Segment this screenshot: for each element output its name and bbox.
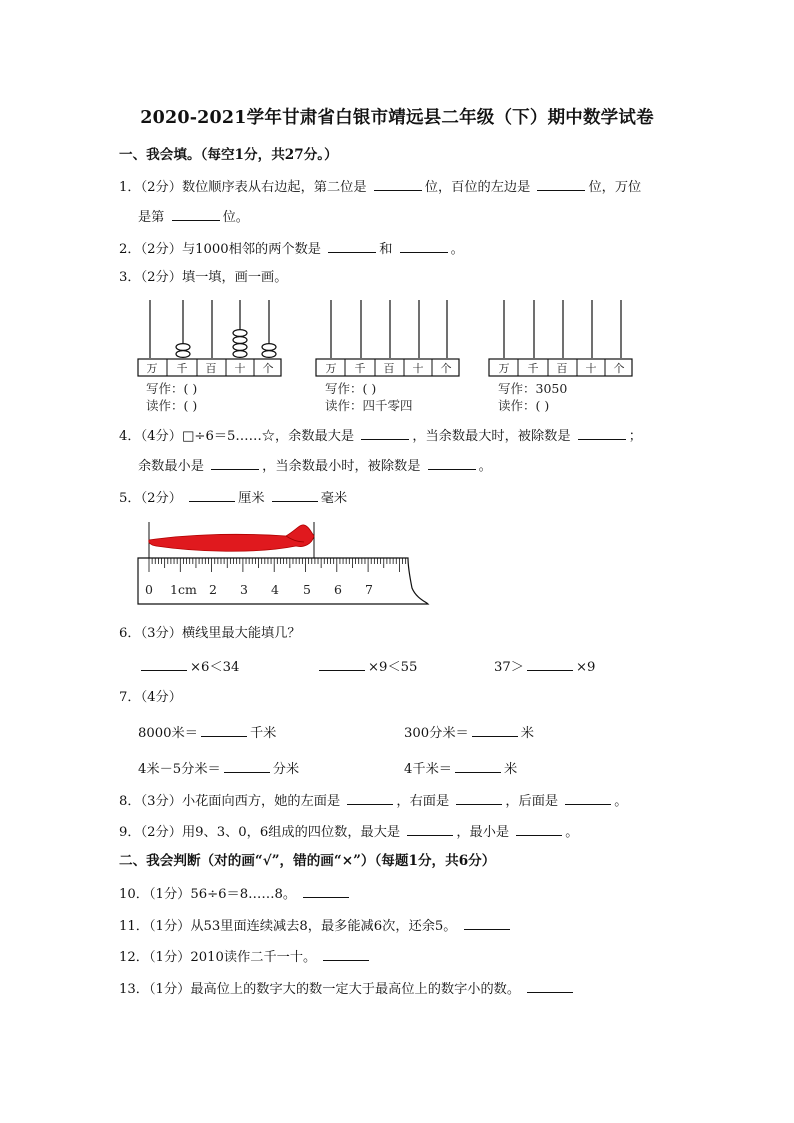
question-score: （3分） [140, 794, 182, 809]
question-text: 。 [565, 825, 579, 840]
answer-blank[interactable] [407, 823, 453, 836]
write-label: 写作：( ) [146, 381, 198, 396]
question-score: （2分） [140, 270, 182, 285]
question-number: 5． [119, 491, 141, 506]
q6-expression-1 [138, 658, 239, 676]
question-9 [119, 823, 578, 841]
question-text: 56÷6＝8……8。 [190, 887, 297, 902]
question-number: 12． [119, 950, 149, 965]
question-text: ，当余数最小时，被除数是 [262, 459, 421, 474]
q7-conversion-2 [404, 724, 534, 742]
expression-text: ×6＜34 [190, 660, 240, 675]
read-label: 读作：四千零四 [325, 398, 413, 413]
unit-label: 厘米 [238, 491, 265, 506]
abacus-a [138, 300, 281, 413]
question-2 [119, 240, 464, 258]
unit-label: 米 [520, 726, 534, 741]
unit-label: 分米 [272, 762, 300, 777]
ruler-label: 3 [240, 582, 248, 597]
page-title: 2020-2021学年甘肃省白银市靖远县二年级（下）期中数学试卷 [140, 108, 654, 128]
place-label: 个 [440, 362, 452, 375]
section-heading-fill: 一、我会填。（每空1分，共27分。） [119, 147, 338, 163]
question-6 [119, 626, 301, 642]
question-4-continued [138, 457, 492, 475]
question-score: （4分） [140, 690, 182, 705]
question-text: ，最小是 [456, 825, 510, 840]
question-text: 余数最小是 [138, 459, 204, 474]
question-text: 从53里面连续减去8，最多能减6次，还余5。 [190, 919, 457, 934]
question-score: （4分） [140, 429, 182, 444]
question-score: （2分） [140, 491, 182, 506]
question-text: 用9、3、0，6组成的四位数，最大是 [181, 825, 401, 840]
question-text: 与1000相邻的两个数是 [181, 242, 321, 257]
question-score: （1分） [148, 950, 191, 965]
question-text: 。 [478, 459, 492, 474]
question-number: 3． [119, 270, 141, 285]
question-number: 11． [119, 919, 149, 934]
question-1-continued [138, 208, 249, 226]
answer-blank[interactable] [328, 240, 376, 253]
answer-blank[interactable] [303, 885, 349, 898]
question-10 [119, 885, 352, 903]
place-label: 十 [234, 362, 246, 375]
question-text: 。 [614, 794, 628, 809]
question-3 [119, 270, 287, 286]
question-number: 13． [119, 982, 149, 997]
place-label: 万 [498, 362, 510, 375]
question-7 [119, 690, 182, 706]
question-number: 1． [119, 180, 141, 195]
question-text: ，当余数最大时，被除数是 [412, 429, 571, 444]
place-label: 十 [585, 362, 597, 375]
answer-blank[interactable] [141, 658, 187, 671]
answer-blank[interactable] [400, 240, 448, 253]
read-label: 读作：( ) [498, 398, 550, 413]
unit-label: 米 [503, 762, 518, 777]
place-label: 个 [262, 362, 274, 375]
question-number: 6． [119, 626, 141, 641]
abacus-b [316, 300, 459, 413]
answer-blank[interactable] [464, 917, 510, 930]
question-text: 位，百位的左边是 [424, 180, 531, 195]
answer-blank[interactable] [455, 760, 501, 773]
ruler-label: 0 [145, 582, 153, 597]
question-number: 10． [119, 887, 149, 902]
answer-blank[interactable] [527, 980, 573, 993]
abacus-bead [262, 351, 276, 358]
abacus-bead [233, 351, 247, 358]
ruler-figure [136, 518, 432, 608]
answer-blank[interactable] [537, 178, 585, 191]
answer-blank[interactable] [428, 457, 476, 470]
abacus-bead [233, 330, 247, 337]
question-text: 是第 [138, 210, 165, 225]
ruler-label: 1cm [170, 582, 197, 597]
question-text: 填一填，画一画。 [181, 270, 288, 285]
unit-label: 毫米 [320, 491, 348, 506]
q6-expression-3 [494, 658, 595, 676]
question-score: （2分） [140, 242, 182, 257]
abacus-bead [233, 344, 247, 351]
abacus-c [489, 300, 632, 413]
answer-blank[interactable] [516, 823, 562, 836]
question-text: 最高位上的数字大的数一定大于最高位上的数字小的数。 [190, 982, 521, 997]
answer-blank[interactable] [347, 792, 393, 805]
answer-blank[interactable] [565, 792, 611, 805]
place-label: 十 [412, 362, 424, 375]
section-heading-judge: 二、我会判断（对的画“√”，错的画“×”）（每题1分，共6分） [119, 853, 496, 869]
ruler-label: 6 [334, 582, 342, 597]
question-8 [119, 792, 627, 810]
answer-blank[interactable] [189, 489, 235, 502]
place-label: 百 [383, 362, 395, 375]
answer-blank[interactable] [527, 658, 573, 671]
question-score: （3分） [140, 626, 182, 641]
question-score: （1分） [148, 887, 191, 902]
abacus-bead [233, 337, 247, 344]
question-score: （2分） [140, 180, 182, 195]
answer-blank[interactable] [361, 427, 409, 440]
answer-blank[interactable] [323, 948, 369, 961]
write-label: 写作：3050 [498, 381, 568, 396]
answer-blank[interactable] [472, 724, 518, 737]
question-number: 8． [119, 794, 141, 809]
answer-blank[interactable] [224, 760, 270, 773]
ruler-label: 2 [209, 582, 217, 597]
q6-expression-2 [316, 658, 417, 676]
question-text: 和 [379, 242, 393, 257]
question-text: □÷6＝5……☆，余数最大是 [181, 429, 355, 444]
expression-text: 37＞ [494, 660, 524, 675]
abacus-bead [176, 344, 190, 351]
question-5 [119, 489, 347, 507]
answer-blank[interactable] [578, 427, 626, 440]
question-12 [119, 948, 372, 966]
expression-text: 4米－5分米＝ [138, 762, 221, 777]
expression-text: 300分米＝ [404, 726, 469, 741]
question-number: 2． [119, 242, 141, 257]
answer-blank[interactable] [201, 724, 247, 737]
ruler [138, 558, 428, 604]
answer-blank[interactable] [272, 489, 318, 502]
place-label: 百 [205, 362, 217, 375]
ruler-label: 5 [303, 582, 311, 597]
question-text: ； [628, 429, 642, 444]
question-text: ，右面是 [396, 794, 450, 809]
place-label: 个 [613, 362, 625, 375]
abacus-bead [262, 344, 276, 351]
ruler-label: 4 [271, 582, 279, 597]
question-4 [119, 427, 642, 445]
place-label: 百 [556, 362, 568, 375]
question-text: 。 [450, 242, 464, 257]
question-11 [119, 917, 513, 935]
place-label: 千 [176, 362, 188, 375]
question-text: 位，万位 [588, 180, 642, 195]
answer-blank[interactable] [456, 792, 502, 805]
question-13 [119, 980, 576, 998]
ruler-label: 7 [365, 582, 373, 597]
abacus-bead [176, 351, 190, 358]
place-label: 千 [354, 362, 366, 375]
question-text: 2010读作二千一十。 [190, 950, 317, 965]
question-text: 数位顺序表从右边起，第二位是 [181, 180, 367, 195]
q7-conversion-1 [138, 724, 276, 742]
answer-blank[interactable] [172, 208, 220, 221]
write-label: 写作：( ) [325, 381, 377, 396]
question-number: 9． [119, 825, 141, 840]
question-number: 7． [119, 690, 141, 705]
unit-label: 千米 [249, 726, 277, 741]
q7-conversion-3 [138, 760, 299, 778]
answer-blank[interactable] [319, 658, 365, 671]
question-text: 位。 [222, 210, 249, 225]
q7-conversion-4 [404, 760, 517, 778]
question-text: 小花面向西方，她的左面是 [181, 794, 341, 809]
expression-text: ×9＜55 [368, 660, 418, 675]
question-1 [119, 178, 641, 196]
read-label: 读作：( ) [146, 398, 198, 413]
expression-text: ×9 [575, 660, 596, 675]
answer-blank[interactable] [211, 457, 259, 470]
expression-text: 8000米＝ [138, 726, 198, 741]
abacus-figure [136, 296, 636, 416]
question-score: （1分） [148, 982, 191, 997]
place-label: 万 [325, 362, 337, 375]
place-label: 万 [146, 362, 158, 375]
question-text: 横线里最大能填几？ [181, 626, 301, 641]
question-number: 4． [119, 429, 141, 444]
expression-text: 4千米＝ [404, 762, 452, 777]
answer-blank[interactable] [374, 178, 422, 191]
place-label: 千 [527, 362, 539, 375]
question-score: （1分） [148, 919, 191, 934]
question-score: （2分） [140, 825, 182, 840]
question-text: ，后面是 [505, 794, 559, 809]
